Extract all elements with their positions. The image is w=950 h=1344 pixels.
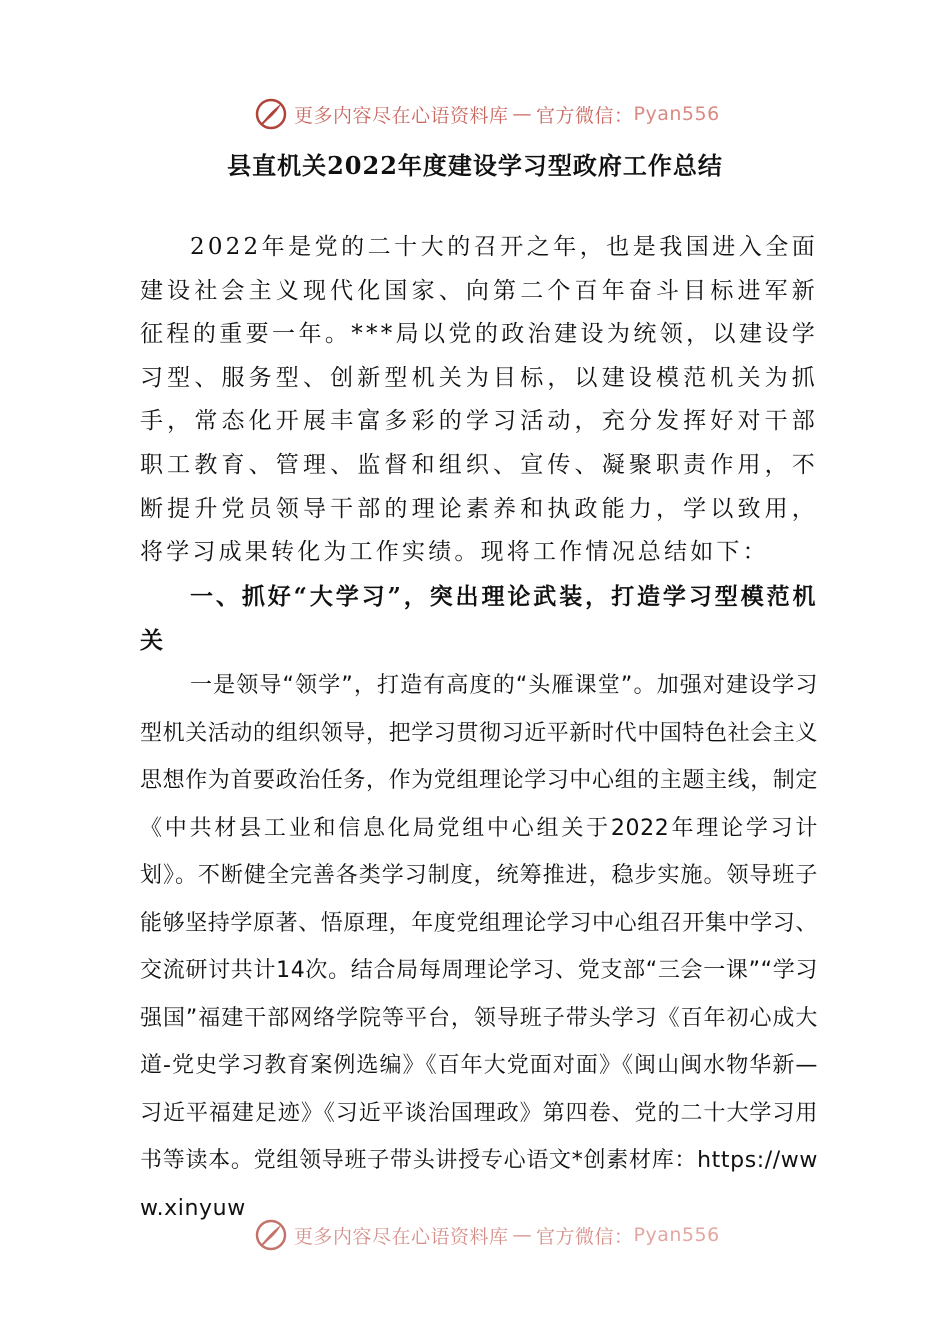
intro-paragraph: 2022年是党的二十大的召开之年，也是我国进入全面建设社会主义现代化国家、向第二个百年奋斗目标进军新征程的重要一年。***局以党的政治建设为统领，以建设学习型、服务型、创新型机关为目标，以建设模范机关为抓手，常态化开展丰富多彩的学习活动，充分发挥好对干部职工教育、管理、监督和组织、宣传、凝聚职责作用，不断提升党员领导干部的理论素养和执政能力，学以致用，将学习成果转化为工作实绩。现将工作情况总结如下： [140, 234, 818, 566]
watermark-text: 更多内容尽在心语资料库 [294, 104, 509, 127]
watermark-wechat-label: 官方微信： [536, 1225, 634, 1248]
quill-seal-icon [254, 1218, 288, 1252]
document-title: 县直机关2022年度建设学习型政府工作总结 [227, 151, 723, 180]
watermark-text: 更多内容尽在心语资料库 [294, 1225, 509, 1248]
watermark-separator: — [512, 1224, 533, 1246]
watermark-footer [254, 1217, 720, 1253]
watermark-header [254, 96, 720, 132]
section-1-paragraph-1: 一是领导“领学”，打造有高度的“头雁课堂”。加强对建设学习型机关活动的组织领导，把学习贯彻习近平新时代中国特色社会主义思想作为首要政治任务，作为党组理论学习中心组的主题主线，制定《中共材县工业和信息化局党组中心组关于2022年理论学习计划》。不断健全完善各类学习制度，统筹推进，稳步实施。领导班子能够坚持学原著、悟原理，年度党组理论学习中心组召开集中学习、交流研讨共计14次。结合局每周理论学习、党支部“三会一课”“学习强国”福建干部网络学院等平台，领导班子带头学习《百年初心成大道-党史学习教育案例选编》《百年大党面对面》《闽山闽水物华新—习近平福建足迹》《习近平谈治国理政》第四卷、党的二十大学习用书等读本。党组领导班子带头讲授专心语文*创素材库：https://www.xinyuw [140, 673, 819, 1221]
watermark-wechat-id: Pyan556 [633, 1224, 720, 1246]
watermark-separator: — [512, 103, 533, 125]
quill-seal-icon [254, 97, 288, 131]
watermark-wechat-label: 官方微信： [536, 104, 634, 127]
watermark-wechat-id: Pyan556 [633, 103, 720, 125]
section-1-heading: 一、抓好“大学习”，突出理论武装，打造学习型模范机关 [140, 583, 818, 654]
